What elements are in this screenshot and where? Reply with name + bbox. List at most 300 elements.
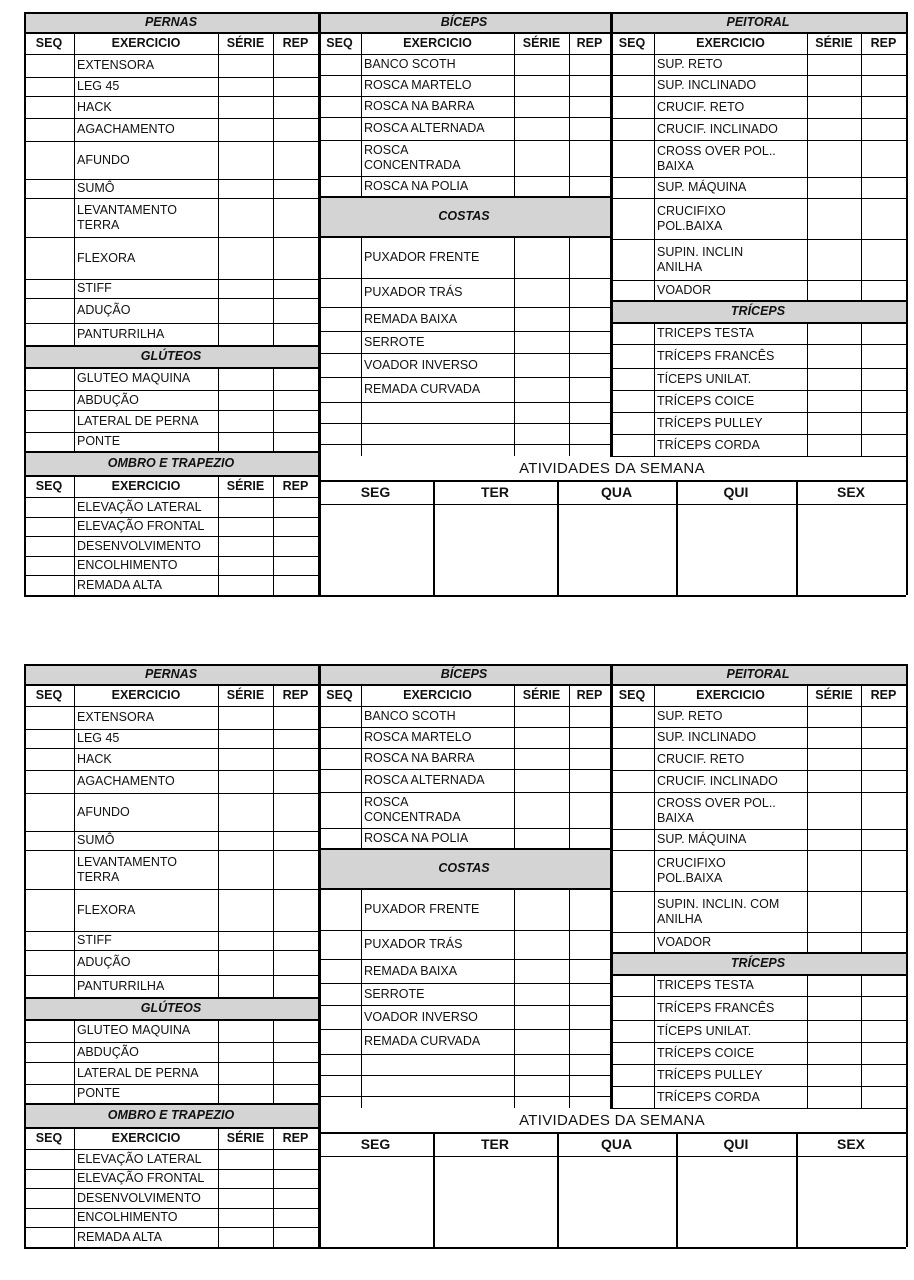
series-cell[interactable] [218,556,273,575]
reps-cell[interactable] [861,239,906,280]
seq-cell[interactable] [610,748,654,770]
reps-cell[interactable] [569,888,610,930]
series-cell[interactable] [218,367,273,390]
reps-cell[interactable] [861,118,906,140]
reps-cell[interactable] [273,118,318,141]
reps-cell[interactable] [273,575,318,595]
reps-cell[interactable] [273,1042,318,1062]
reps-cell[interactable] [861,1086,906,1108]
reps-cell[interactable] [861,1064,906,1086]
seq-cell[interactable] [24,54,74,77]
reps-cell[interactable] [273,748,318,770]
series-cell[interactable] [218,831,273,850]
reps-cell[interactable] [273,1188,318,1208]
reps-cell[interactable] [861,390,906,412]
reps-cell[interactable] [861,54,906,75]
series-cell[interactable] [218,706,273,729]
series-cell[interactable] [218,279,273,298]
seq-cell[interactable] [24,298,74,323]
day-activity-cell[interactable] [676,1156,796,1247]
reps-cell[interactable] [273,770,318,793]
series-cell[interactable] [514,278,569,307]
exercise-empty-cell[interactable] [361,402,514,423]
series-cell[interactable] [807,748,861,770]
series-cell[interactable] [218,517,273,536]
seq-cell[interactable] [318,278,361,307]
series-cell[interactable] [218,1188,273,1208]
seq-cell[interactable] [610,54,654,75]
series-cell[interactable] [807,140,861,177]
reps-cell[interactable] [273,279,318,298]
seq-cell[interactable] [610,1020,654,1042]
reps-cell[interactable] [569,1029,610,1054]
reps-cell[interactable] [273,1208,318,1227]
series-cell[interactable] [218,410,273,432]
series-cell[interactable] [218,1042,273,1062]
exercise-empty-cell[interactable] [361,1075,514,1096]
day-activity-cell[interactable] [796,504,906,595]
series-cell[interactable] [514,727,569,748]
reps-cell[interactable] [273,536,318,556]
seq-cell[interactable] [24,432,74,451]
series-cell[interactable] [218,975,273,997]
reps-cell[interactable] [861,1020,906,1042]
series-cell[interactable] [807,239,861,280]
series-cell[interactable] [514,331,569,353]
reps-cell[interactable] [273,390,318,410]
seq-cell[interactable] [24,390,74,410]
series-cell[interactable] [218,793,273,831]
seq-cell[interactable] [610,891,654,932]
reps-cell[interactable] [273,179,318,198]
series-cell[interactable] [514,353,569,377]
seq-cell[interactable] [24,77,74,96]
seq-cell[interactable] [318,930,361,959]
reps-cell[interactable] [861,198,906,239]
seq-cell[interactable] [24,889,74,931]
series-cell[interactable] [807,770,861,792]
series-cell[interactable] [514,96,569,117]
reps-cell[interactable] [569,278,610,307]
seq-cell[interactable] [24,770,74,793]
reps-cell[interactable] [861,829,906,850]
series-cell[interactable] [807,198,861,239]
reps-cell[interactable] [569,236,610,278]
series-cell[interactable] [218,889,273,931]
series-cell[interactable] [514,140,569,176]
reps-cell[interactable] [273,410,318,432]
seq-cell[interactable] [24,706,74,729]
reps-cell[interactable] [569,959,610,983]
seq-cell[interactable] [318,1029,361,1054]
seq-cell[interactable] [24,1188,74,1208]
series-cell[interactable] [514,1075,569,1096]
reps-cell[interactable] [861,996,906,1020]
exercise-empty-cell[interactable] [361,1054,514,1075]
seq-cell[interactable] [610,1042,654,1064]
reps-cell[interactable] [569,727,610,748]
reps-cell[interactable] [273,497,318,517]
reps-cell[interactable] [273,237,318,279]
series-cell[interactable] [807,850,861,891]
series-cell[interactable] [218,298,273,323]
reps-cell[interactable] [569,828,610,848]
series-cell[interactable] [514,423,569,444]
series-cell[interactable] [807,54,861,75]
series-cell[interactable] [218,1149,273,1169]
series-cell[interactable] [218,96,273,118]
series-cell[interactable] [514,706,569,727]
seq-cell[interactable] [24,237,74,279]
series-cell[interactable] [514,402,569,423]
series-cell[interactable] [218,748,273,770]
seq-cell[interactable] [610,96,654,118]
reps-cell[interactable] [273,889,318,931]
exercise-empty-cell[interactable] [361,423,514,444]
seq-cell[interactable] [24,497,74,517]
seq-cell[interactable] [610,850,654,891]
series-cell[interactable] [807,1064,861,1086]
seq-cell[interactable] [24,323,74,345]
seq-cell[interactable] [318,117,361,140]
reps-cell[interactable] [273,556,318,575]
reps-cell[interactable] [569,331,610,353]
reps-cell[interactable] [569,353,610,377]
seq-cell[interactable] [24,575,74,595]
seq-cell[interactable] [610,706,654,727]
reps-cell[interactable] [569,54,610,75]
series-cell[interactable] [218,950,273,975]
seq-cell[interactable] [24,1227,74,1247]
reps-cell[interactable] [569,748,610,769]
series-cell[interactable] [807,932,861,952]
series-cell[interactable] [807,891,861,932]
seq-cell[interactable] [318,140,361,176]
series-cell[interactable] [807,118,861,140]
seq-cell[interactable] [24,1169,74,1188]
reps-cell[interactable] [861,140,906,177]
series-cell[interactable] [218,390,273,410]
reps-cell[interactable] [273,367,318,390]
series-cell[interactable] [514,1054,569,1075]
series-cell[interactable] [218,141,273,179]
reps-cell[interactable] [273,141,318,179]
reps-cell[interactable] [569,930,610,959]
seq-cell[interactable] [24,1084,74,1103]
day-activity-cell[interactable] [433,1156,557,1247]
day-activity-cell[interactable] [318,504,433,595]
reps-cell[interactable] [861,891,906,932]
reps-cell[interactable] [569,140,610,176]
series-cell[interactable] [807,390,861,412]
reps-cell[interactable] [861,96,906,118]
series-cell[interactable] [514,1029,569,1054]
series-cell[interactable] [514,769,569,792]
seq-cell[interactable] [24,118,74,141]
series-cell[interactable] [514,983,569,1005]
day-activity-cell[interactable] [676,504,796,595]
series-cell[interactable] [218,729,273,748]
seq-cell[interactable] [24,517,74,536]
reps-cell[interactable] [569,96,610,117]
seq-cell[interactable] [610,177,654,198]
reps-cell[interactable] [273,298,318,323]
reps-cell[interactable] [569,117,610,140]
seq-cell[interactable] [318,1075,361,1096]
seq-cell[interactable] [318,377,361,402]
seq-cell[interactable] [24,831,74,850]
seq-cell[interactable] [24,536,74,556]
seq-cell[interactable] [24,729,74,748]
reps-cell[interactable] [273,1019,318,1042]
reps-cell[interactable] [273,323,318,345]
reps-cell[interactable] [273,706,318,729]
seq-cell[interactable] [318,727,361,748]
seq-cell[interactable] [318,176,361,196]
series-cell[interactable] [514,176,569,196]
reps-cell[interactable] [273,729,318,748]
seq-cell[interactable] [318,828,361,848]
day-activity-cell[interactable] [433,504,557,595]
series-cell[interactable] [218,1227,273,1247]
seq-cell[interactable] [24,367,74,390]
reps-cell[interactable] [569,377,610,402]
seq-cell[interactable] [318,748,361,769]
seq-cell[interactable] [610,974,654,996]
series-cell[interactable] [514,748,569,769]
seq-cell[interactable] [318,75,361,96]
series-cell[interactable] [807,75,861,96]
reps-cell[interactable] [861,322,906,344]
series-cell[interactable] [807,177,861,198]
series-cell[interactable] [218,118,273,141]
seq-cell[interactable] [318,769,361,792]
series-cell[interactable] [218,1208,273,1227]
series-cell[interactable] [807,974,861,996]
reps-cell[interactable] [273,931,318,950]
series-cell[interactable] [218,1062,273,1084]
reps-cell[interactable] [861,75,906,96]
series-cell[interactable] [807,344,861,368]
reps-cell[interactable] [273,793,318,831]
reps-cell[interactable] [861,344,906,368]
series-cell[interactable] [514,959,569,983]
seq-cell[interactable] [610,1064,654,1086]
seq-cell[interactable] [318,423,361,444]
seq-cell[interactable] [610,829,654,850]
seq-cell[interactable] [24,179,74,198]
series-cell[interactable] [218,77,273,96]
series-cell[interactable] [807,96,861,118]
reps-cell[interactable] [273,432,318,451]
seq-cell[interactable] [610,390,654,412]
series-cell[interactable] [218,1169,273,1188]
series-cell[interactable] [514,888,569,930]
series-cell[interactable] [514,236,569,278]
reps-cell[interactable] [861,727,906,748]
reps-cell[interactable] [861,770,906,792]
series-cell[interactable] [514,117,569,140]
seq-cell[interactable] [318,307,361,331]
reps-cell[interactable] [273,96,318,118]
seq-cell[interactable] [318,236,361,278]
seq-cell[interactable] [610,996,654,1020]
seq-cell[interactable] [610,434,654,456]
day-activity-cell[interactable] [318,1156,433,1247]
reps-cell[interactable] [861,974,906,996]
seq-cell[interactable] [24,1149,74,1169]
reps-cell[interactable] [273,198,318,237]
reps-cell[interactable] [569,706,610,727]
reps-cell[interactable] [273,517,318,536]
seq-cell[interactable] [318,96,361,117]
series-cell[interactable] [218,575,273,595]
series-cell[interactable] [218,237,273,279]
seq-cell[interactable] [610,770,654,792]
series-cell[interactable] [807,792,861,829]
reps-cell[interactable] [569,1005,610,1029]
series-cell[interactable] [218,54,273,77]
seq-cell[interactable] [318,983,361,1005]
series-cell[interactable] [514,828,569,848]
series-cell[interactable] [514,54,569,75]
series-cell[interactable] [218,432,273,451]
series-cell[interactable] [514,75,569,96]
seq-cell[interactable] [610,280,654,300]
day-activity-cell[interactable] [557,1156,676,1247]
seq-cell[interactable] [24,748,74,770]
seq-cell[interactable] [24,793,74,831]
series-cell[interactable] [218,323,273,345]
series-cell[interactable] [807,829,861,850]
seq-cell[interactable] [610,140,654,177]
reps-cell[interactable] [861,177,906,198]
reps-cell[interactable] [569,1054,610,1075]
reps-cell[interactable] [273,975,318,997]
reps-cell[interactable] [861,368,906,390]
seq-cell[interactable] [610,792,654,829]
seq-cell[interactable] [318,706,361,727]
seq-cell[interactable] [610,412,654,434]
series-cell[interactable] [514,307,569,331]
series-cell[interactable] [218,1084,273,1103]
seq-cell[interactable] [24,1019,74,1042]
series-cell[interactable] [218,198,273,237]
reps-cell[interactable] [273,1062,318,1084]
reps-cell[interactable] [861,932,906,952]
reps-cell[interactable] [273,1227,318,1247]
series-cell[interactable] [807,1042,861,1064]
series-cell[interactable] [807,322,861,344]
series-cell[interactable] [218,536,273,556]
seq-cell[interactable] [24,1062,74,1084]
seq-cell[interactable] [24,1042,74,1062]
seq-cell[interactable] [318,888,361,930]
series-cell[interactable] [807,368,861,390]
day-activity-cell[interactable] [557,504,676,595]
seq-cell[interactable] [610,368,654,390]
seq-cell[interactable] [318,1005,361,1029]
series-cell[interactable] [514,1005,569,1029]
seq-cell[interactable] [24,279,74,298]
reps-cell[interactable] [861,706,906,727]
reps-cell[interactable] [273,1084,318,1103]
series-cell[interactable] [218,179,273,198]
reps-cell[interactable] [273,1169,318,1188]
reps-cell[interactable] [569,983,610,1005]
series-cell[interactable] [514,930,569,959]
reps-cell[interactable] [569,402,610,423]
seq-cell[interactable] [318,792,361,828]
reps-cell[interactable] [273,54,318,77]
series-cell[interactable] [218,931,273,950]
reps-cell[interactable] [861,412,906,434]
reps-cell[interactable] [273,831,318,850]
seq-cell[interactable] [24,950,74,975]
seq-cell[interactable] [24,198,74,237]
seq-cell[interactable] [318,959,361,983]
reps-cell[interactable] [569,75,610,96]
series-cell[interactable] [807,412,861,434]
series-cell[interactable] [807,1086,861,1108]
reps-cell[interactable] [861,748,906,770]
seq-cell[interactable] [610,727,654,748]
seq-cell[interactable] [610,75,654,96]
reps-cell[interactable] [861,792,906,829]
seq-cell[interactable] [24,141,74,179]
reps-cell[interactable] [861,850,906,891]
seq-cell[interactable] [318,402,361,423]
reps-cell[interactable] [569,423,610,444]
reps-cell[interactable] [569,1075,610,1096]
reps-cell[interactable] [569,307,610,331]
seq-cell[interactable] [610,344,654,368]
reps-cell[interactable] [861,280,906,300]
series-cell[interactable] [807,434,861,456]
seq-cell[interactable] [610,1086,654,1108]
reps-cell[interactable] [861,434,906,456]
series-cell[interactable] [807,280,861,300]
series-cell[interactable] [218,850,273,889]
series-cell[interactable] [514,377,569,402]
series-cell[interactable] [514,792,569,828]
seq-cell[interactable] [610,198,654,239]
seq-cell[interactable] [24,975,74,997]
seq-cell[interactable] [24,410,74,432]
seq-cell[interactable] [24,850,74,889]
series-cell[interactable] [807,706,861,727]
reps-cell[interactable] [273,1149,318,1169]
reps-cell[interactable] [569,176,610,196]
reps-cell[interactable] [273,850,318,889]
reps-cell[interactable] [273,77,318,96]
seq-cell[interactable] [24,1208,74,1227]
day-activity-cell[interactable] [796,1156,906,1247]
seq-cell[interactable] [24,931,74,950]
seq-cell[interactable] [318,1054,361,1075]
seq-cell[interactable] [318,54,361,75]
series-cell[interactable] [218,770,273,793]
seq-cell[interactable] [318,331,361,353]
series-cell[interactable] [807,996,861,1020]
reps-cell[interactable] [569,769,610,792]
series-cell[interactable] [218,497,273,517]
seq-cell[interactable] [610,239,654,280]
reps-cell[interactable] [861,1042,906,1064]
seq-cell[interactable] [318,353,361,377]
series-cell[interactable] [218,1019,273,1042]
reps-cell[interactable] [273,950,318,975]
